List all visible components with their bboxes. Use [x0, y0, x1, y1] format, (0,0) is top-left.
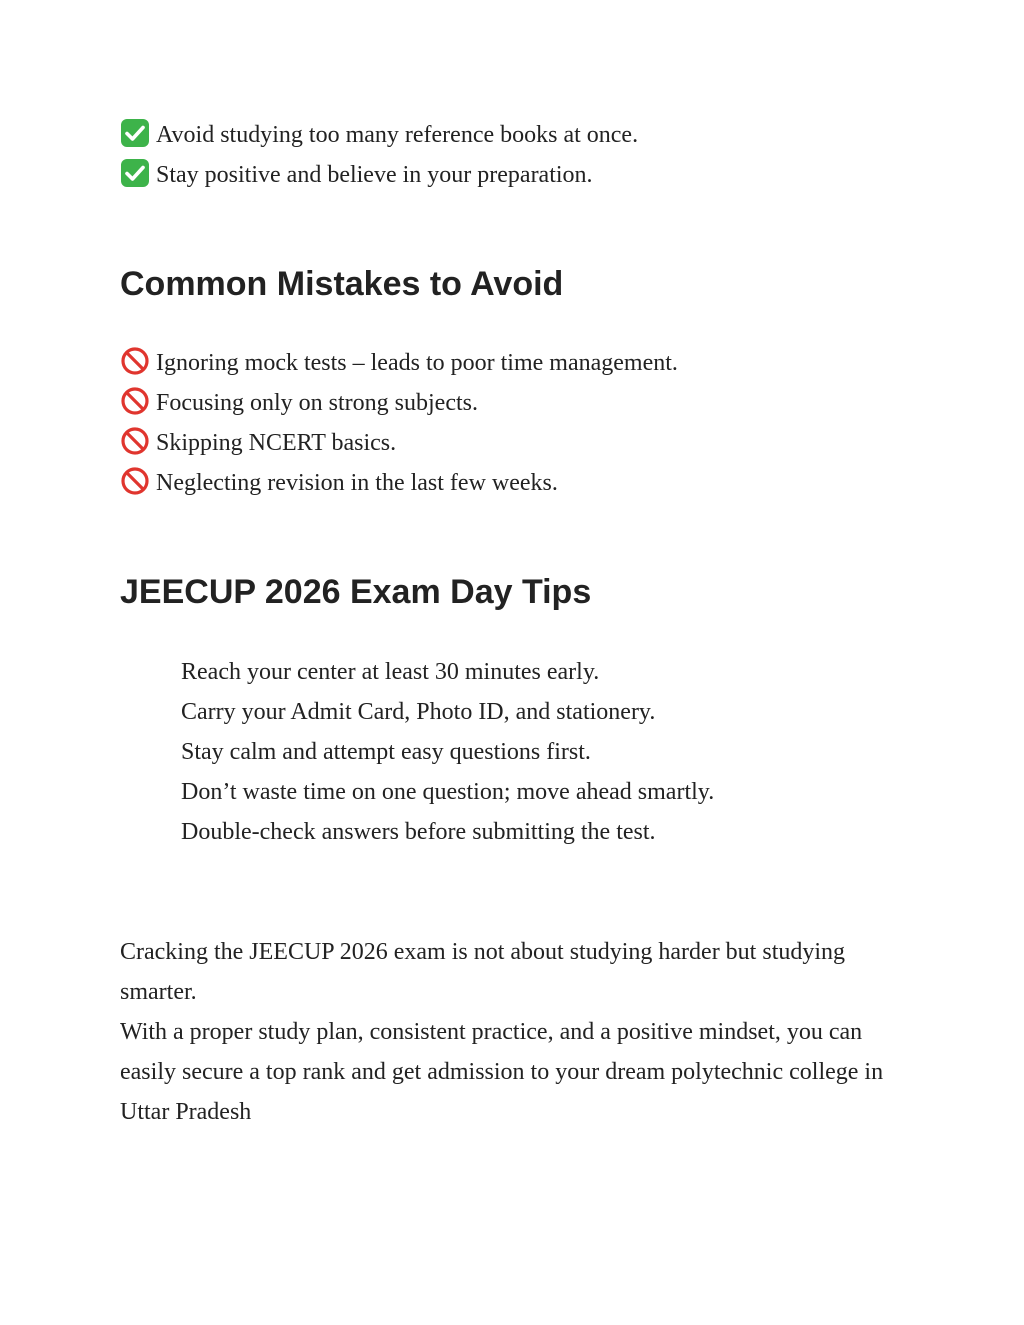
tip-item: Double-check answers before submitting the test. — [181, 819, 656, 845]
mistake-item — [120, 343, 678, 383]
tip-item: Reach your center at least 30 minutes early. — [181, 659, 600, 685]
checklist-item — [120, 115, 638, 155]
prohibited-icon — [120, 466, 150, 496]
mistake-item-text: Neglecting revision in the last few weeks. — [156, 470, 558, 496]
check-mark-icon — [120, 118, 150, 148]
conclusion-paragraph: With a proper study plan, consistent practice, and a positive mindset, you can easily secure a top rank and get admission to your dream polytechnic college in Uttar Pradesh — [120, 1019, 884, 1125]
prohibited-icon — [120, 346, 150, 376]
tip-item: Don’t waste time on one question; move ahead smartly. — [181, 779, 715, 805]
mistake-item-text: Focusing only on strong subjects. — [156, 390, 478, 416]
mistake-item — [120, 423, 396, 463]
section-heading-exam-day: JEECUP 2026 Exam Day Tips — [120, 573, 592, 611]
checklist-item-text: Stay positive and believe in your preparation. — [156, 162, 593, 188]
check-mark-icon — [120, 158, 150, 188]
checklist-item-text: Avoid studying too many reference books at once. — [156, 122, 639, 148]
prohibited-icon — [120, 426, 150, 456]
mistake-item — [120, 463, 558, 503]
mistake-item — [120, 383, 478, 423]
checklist-item — [120, 155, 593, 195]
conclusion-paragraph: Cracking the JEECUP 2026 exam is not about studying harder but studying smarter. — [120, 939, 846, 1005]
section-heading-mistakes: Common Mistakes to Avoid — [120, 265, 564, 303]
tip-item: Carry your Admit Card, Photo ID, and stationery. — [181, 699, 656, 725]
mistake-item-text: Skipping NCERT basics. — [156, 430, 397, 456]
mistake-item-text: Ignoring mock tests – leads to poor time management. — [156, 350, 678, 376]
tip-item: Stay calm and attempt easy questions first. — [181, 739, 591, 765]
prohibited-icon — [120, 386, 150, 416]
